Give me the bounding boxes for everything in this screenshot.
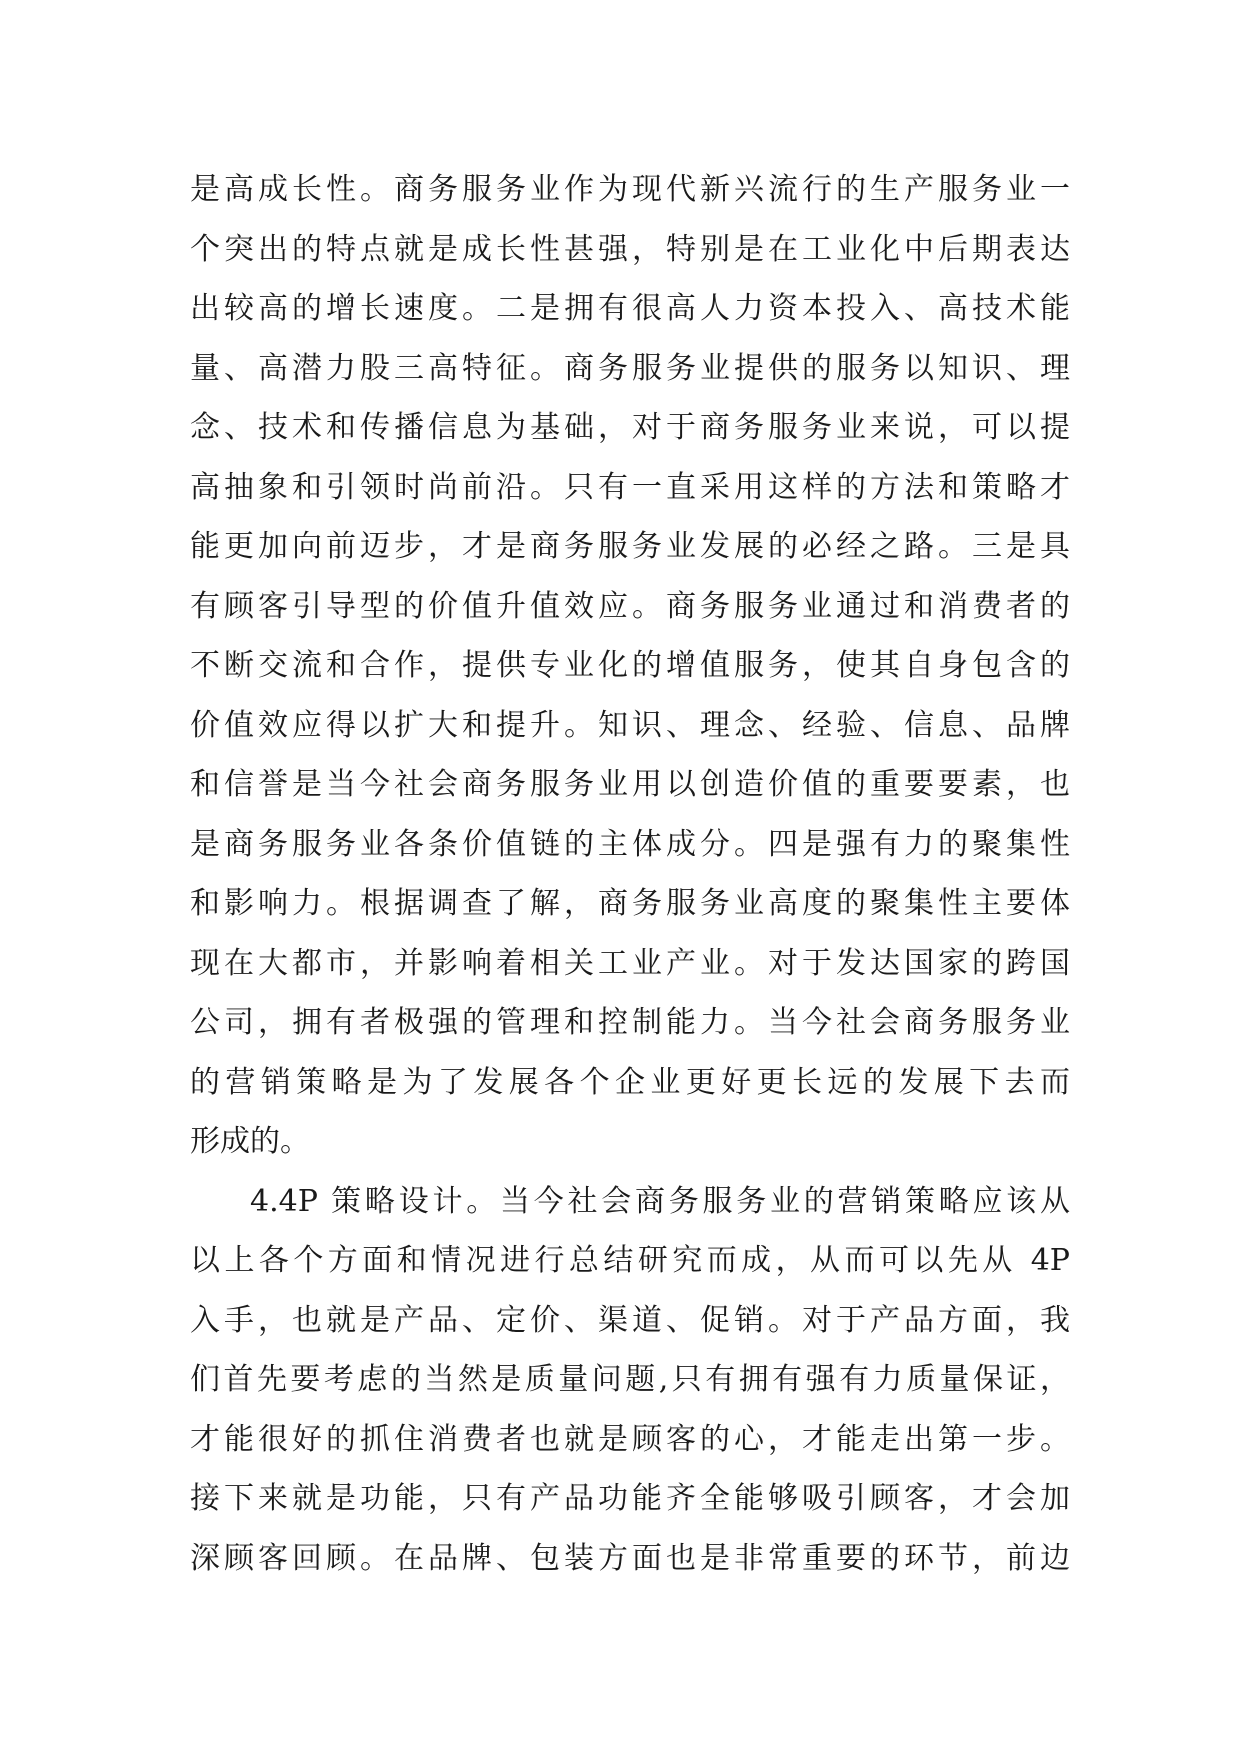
text-line: 4.4P 策略设计。当今社会商务服务业的营销策略应该从 [250, 1183, 1070, 1219]
text-line: 出较高的增长速度。二是拥有很高人力资本投入、高技术能 [190, 291, 1070, 326]
text-line: 以上各个方面和情况进行总结研究而成，从而可以先从 4P [190, 1243, 1070, 1278]
text-line: 们首先要考虑的当然是质量问题,只有拥有强有力质量保证， [190, 1362, 1070, 1397]
text-line: 深顾客回顾。在品牌、包装方面也是非常重要的环节，前边 [190, 1540, 1070, 1576]
text-line: 和信誉是当今社会商务服务业用以创造价值的重要要素，也 [190, 767, 1070, 802]
text-line: 接下来就是功能，只有产品功能齐全能够吸引顾客，才会加 [190, 1481, 1070, 1516]
text-line: 有顾客引导型的价值升值效应。商务服务业通过和消费者的 [190, 588, 1070, 624]
text-line: 不断交流和合作，提供专业化的增值服务，使其自身包含的 [190, 648, 1070, 683]
text-line: 价值效应得以扩大和提升。知识、理念、经验、信息、品牌 [190, 707, 1070, 743]
text-line: 能更加向前迈步，才是商务服务业发展的必经之路。三是具 [190, 529, 1070, 564]
text-line: 和影响力。根据调查了解，商务服务业高度的聚集性主要体 [190, 886, 1070, 921]
body-text [190, 160, 1070, 1588]
text-line: 入手，也就是产品、定价、渠道、促销。对于产品方面，我 [190, 1302, 1070, 1338]
text-line: 是商务服务业各条价值链的主体成分。四是强有力的聚集性 [190, 826, 1070, 862]
text-line: 的营销策略是为了发展各个企业更好更长远的发展下去而 [190, 1064, 1070, 1100]
text-line: 念、技术和传播信息为基础，对于商务服务业来说，可以提 [190, 410, 1070, 445]
text-line: 高抽象和引领时尚前沿。只有一直采用这样的方法和策略才 [190, 469, 1070, 505]
text-line: 是高成长性。商务服务业作为现代新兴流行的生产服务业一 [190, 172, 1070, 207]
text-line: 才能很好的抓住消费者也就是顾客的心，才能走出第一步。 [190, 1421, 1070, 1457]
text-line: 形成的。 [190, 1124, 310, 1159]
text-line: 公司，拥有者极强的管理和控制能力。当今社会商务服务业 [190, 1005, 1070, 1040]
text-line: 个突出的特点就是成长性甚强，特别是在工业化中后期表达 [190, 231, 1070, 267]
text-line: 现在大都市，并影响着相关工业产业。对于发达国家的跨国 [190, 945, 1070, 981]
text-line: 量、高潜力股三高特征。商务服务业提供的服务以知识、理 [190, 350, 1070, 386]
